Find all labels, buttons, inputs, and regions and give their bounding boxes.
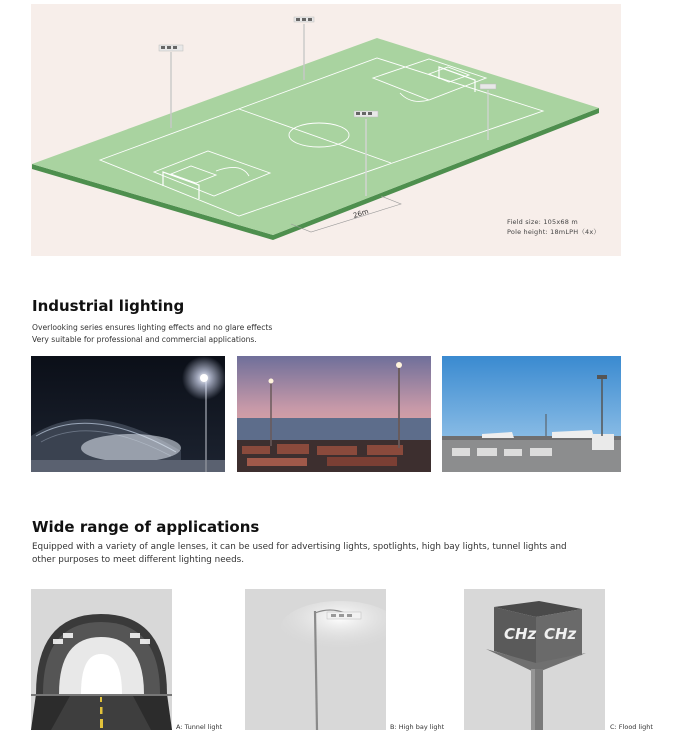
- industrial-line-2: Very suitable for professional and commercial applications.: [32, 335, 257, 344]
- applications-title: Wide range of applications: [32, 518, 260, 536]
- applications-description: Equipped with a variety of angle lenses, it can be used for advertising lights, spotlights, high bay lights, tunnel lights and other purposes to meet different lighting needs.: [32, 542, 567, 565]
- airport-apron-photo: [442, 356, 621, 472]
- cube-logo-left: CHz: [504, 625, 537, 643]
- cube-logo-right: CHz: [544, 625, 577, 643]
- tunnel-light-caption: A: Tunnel light: [176, 723, 223, 731]
- stadium-night-photo: [31, 356, 225, 472]
- stadium-field-illustration: [31, 4, 621, 256]
- distance-label: 26m: [352, 207, 370, 220]
- port-sunset-photo: [237, 356, 431, 472]
- flood-light-caption: C: Flood light: [610, 723, 653, 731]
- pole-height-label: Pole height: 18mLPH（4x）: [507, 228, 601, 236]
- tunnel-light-illustration: [31, 589, 172, 730]
- flood-light-illustration: [464, 589, 605, 730]
- industrial-lighting-description: [32, 322, 272, 346]
- high-bay-light-illustration: [245, 589, 386, 730]
- field-size-label: Field size: 105x68 m: [507, 218, 578, 226]
- high-bay-light-caption: B: High bay light: [390, 723, 445, 731]
- industrial-line-1: Overlooking series ensures lighting effects and no glare effects: [32, 323, 273, 332]
- industrial-lighting-title: Industrial lighting: [32, 297, 185, 315]
